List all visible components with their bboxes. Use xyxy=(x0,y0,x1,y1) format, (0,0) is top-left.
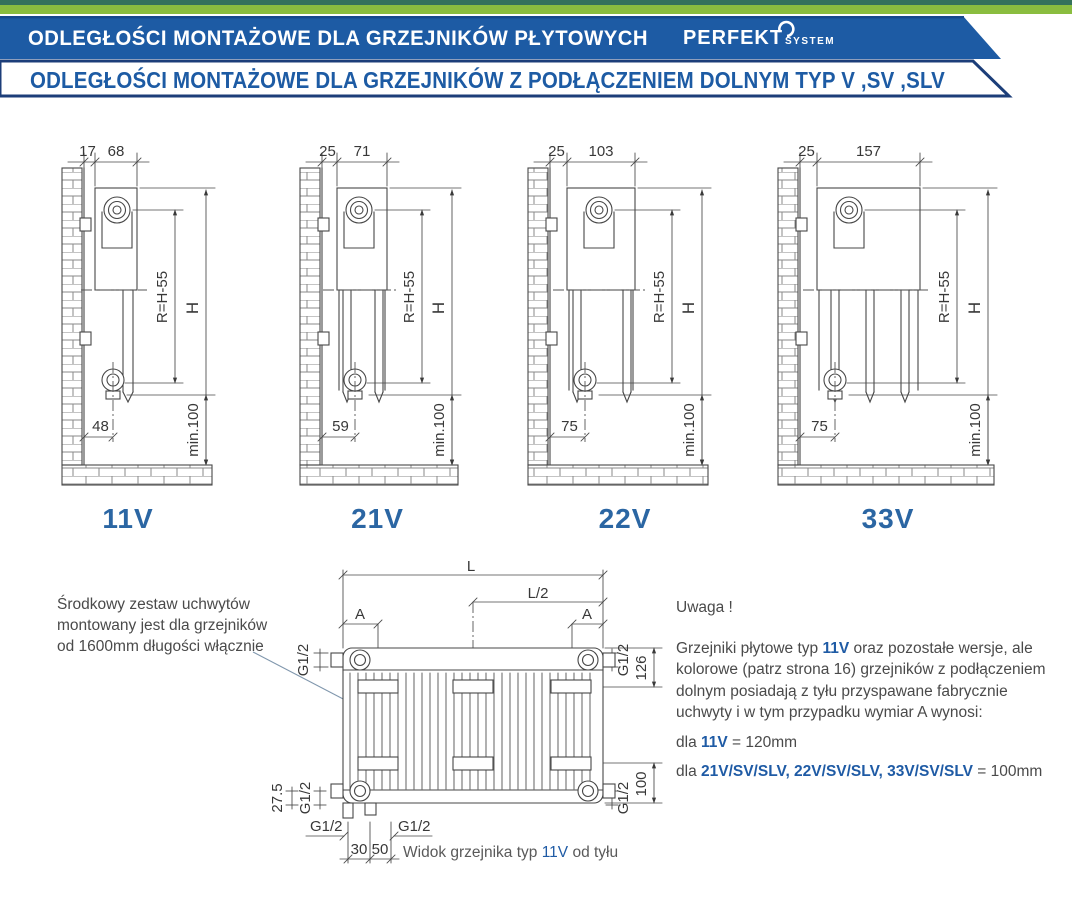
dim-label-depth: 103 xyxy=(588,143,614,160)
type-label-22v: 22V xyxy=(598,503,652,534)
dim-label-depth: 68 xyxy=(107,143,125,160)
dim-label-radius: R=H-55 xyxy=(936,270,953,324)
dim-label-radius: R=H-55 xyxy=(401,270,418,324)
dim-label-100: 100 xyxy=(633,771,650,797)
dim-label-bottom-offset: 75 xyxy=(811,418,828,435)
note-uwaga xyxy=(676,597,1072,783)
dim-label-G12-bottom-right: G1/2 xyxy=(615,781,632,815)
dim-label-50: 50 xyxy=(371,841,389,858)
rear-caption: Widok grzejnika typ 11V od tyłu xyxy=(403,844,619,861)
brand-perfekt: PERFEKT xyxy=(683,27,783,49)
dim-label-radius: R=H-55 xyxy=(154,270,171,324)
dim-label-G12-top-right: G1/2 xyxy=(615,643,632,677)
dim-label-depth: 71 xyxy=(353,143,371,160)
note-uwaga-paragraph: Grzejniki płytowe typ 11V oraz pozostałe wersje, ale kolorowe (patrz strona 16) grzejników z podłączeniem dolnym posiadają z tyłu przyspawane fabrycznie uchwyty i w tym przypadku wymiar A wynosi: xyxy=(676,639,1046,721)
dim-label-wall-gap: 25 xyxy=(548,143,565,160)
type-label-11v: 11V xyxy=(102,503,154,534)
dim-label-height: H xyxy=(429,301,448,315)
dim-label-wall-gap: 25 xyxy=(798,143,815,160)
dim-label-min-clearance: min.100 xyxy=(681,403,698,457)
brand-system: SYSTEM xyxy=(785,36,836,47)
radiator-profile xyxy=(546,188,635,402)
dim-label-min-clearance: min.100 xyxy=(967,403,984,457)
dim-label-G12-pipe-1: G1/2 xyxy=(310,818,343,835)
rear-radiator xyxy=(331,648,615,818)
dim-label-126: 126 xyxy=(633,655,650,681)
diagram-drawing-21v xyxy=(275,140,480,490)
header-subtitle: ODLEGŁOŚCI MONTAŻOWE DLA GRZEJNIKÓW Z PODŁĄCZENIEM DOLNYM TYP V ,SV ,SLV xyxy=(30,67,1059,93)
note-uwaga-values: dla 11V = 120mm dla 21V/SV/SLV, 22V/SV/SLV, 33V/SV/SLV = 100mm xyxy=(676,733,1043,780)
diagram-drawing-33v xyxy=(763,140,1013,490)
note-uwaga-title: Uwaga ! xyxy=(676,599,733,616)
dim-label-wall-gap: 25 xyxy=(319,143,336,160)
dim-label-bottom-offset: 48 xyxy=(92,418,109,435)
dim-label-min-clearance: min.100 xyxy=(185,403,202,457)
rear-view-drawing xyxy=(270,560,670,880)
dim-label-radius: R=H-55 xyxy=(651,270,668,324)
header-title: ODLEGŁOŚCI MONTAŻOWE DLA GRZEJNIKÓW PŁYTOWYCH xyxy=(28,27,670,50)
dim-label-height: H xyxy=(679,301,698,315)
header-stripe-dark-green xyxy=(0,0,1072,5)
radiator-profile xyxy=(796,188,920,402)
dim-label-height: H xyxy=(183,301,202,315)
dim-label-G12-bottom-left: G1/2 xyxy=(297,781,314,815)
type-label-21v: 21V xyxy=(351,503,404,534)
dim-label-bottom-offset: 59 xyxy=(332,418,349,435)
dim-label-L: L xyxy=(466,558,476,575)
header-banner xyxy=(0,0,1072,105)
dim-label-wall-gap: 17 xyxy=(79,143,96,160)
dim-label-G12-top-left: G1/2 xyxy=(295,643,312,677)
dim-label-depth: 157 xyxy=(855,143,882,160)
diagram-drawing-22v xyxy=(515,140,735,490)
dim-label-30: 30 xyxy=(350,841,368,858)
dim-label-height: H xyxy=(965,301,984,315)
dim-label-A-left: A xyxy=(354,606,366,623)
type-label-33v: 33V xyxy=(861,503,915,534)
radiator-profile xyxy=(318,188,387,402)
dim-label-A-right: A xyxy=(581,606,593,623)
dim-label-G12-pipe-2: G1/2 xyxy=(398,818,431,835)
note-central-brackets: Środkowy zestaw uchwytów montowany jest dla grzejników od 1600mm długości włącznie xyxy=(57,596,268,655)
dim-label-min-clearance: min.100 xyxy=(431,403,448,457)
dim-label-27-5: 27.5 xyxy=(269,783,286,813)
dim-label-L2: L/2 xyxy=(527,585,549,602)
diagram-drawing-11v xyxy=(28,140,228,490)
dim-label-bottom-offset: 75 xyxy=(561,418,578,435)
radiator-profile xyxy=(80,188,137,402)
header-stripe-light-green xyxy=(0,5,1072,14)
